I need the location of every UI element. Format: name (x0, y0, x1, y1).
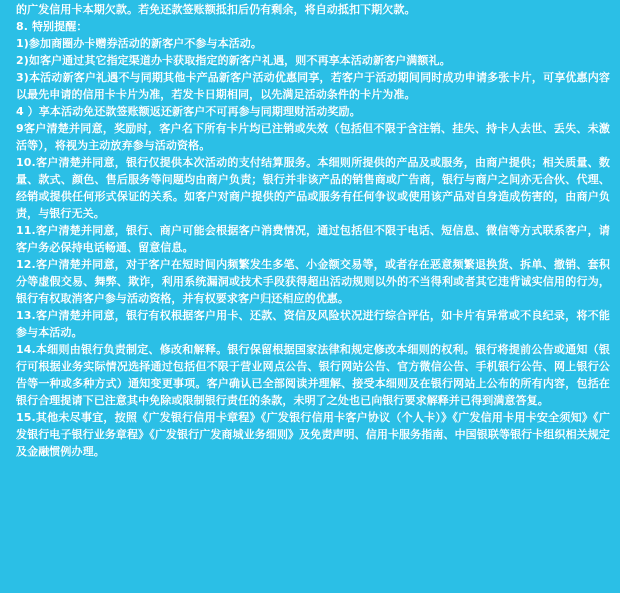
terms-paragraph: 11.客户清楚并同意，银行、商户可能会根据客户消费情况，通过包括但不限于电话、短信息、微信等方式联系客户，请客户务必保持电话畅通、留意信息。 (16, 224, 610, 254)
terms-paragraph: 8. 特别提醒： (16, 20, 88, 33)
terms-paragraph: 14.本细则由银行负责制定、修改和解释。银行保留根据国家法律和规定修改本细则的权利。银行将提前公告或通知（银行可根据业务实际情况选择通过包括但不限于营业网点公告、银行网站公告、官方微信公告、手机银行公告、网上银行公告等一种或多种方式）通知变更事项。客户确认已全部阅读并理解、接受本细则及在银行网站上公布的所有内容，包括在银行合理提请下已注意其中免除或限制银行责任的条款，未明了之处也已向银行要求解释并已得到满意答复。 (16, 343, 610, 407)
terms-paragraph: 12.客户清楚并同意，对于客户在短时间内频繁发生多笔、小金额交易等，或者存在恶意频繁退换货、拆单、撤销、套积分等虚假交易、舞弊、欺诈，利用系统漏洞或技术手段获得超出活动规则以外的不当得利或者其它违背诚实信用的行为，银行有权取消客户参与活动资格，并有权要求客户归还相应的优惠。 (16, 258, 610, 305)
terms-paragraph: 4 ）享本活动免还款签账额返还新客户不可再参与同期理财活动奖励。 (16, 105, 361, 118)
terms-paragraph: 1)参加商圈办卡赠券活动的新客户不参与本活动。 (16, 37, 262, 50)
terms-paragraph: 3)本活动新客户礼遇不与同期其他卡产品新客户活动优惠同享，若客户于活动期间同时成功申请多张卡片，可享优惠内容以最先申请的信用卡卡片为准，若发卡日期相同，以先满足活动条件的卡片为准。 (16, 71, 610, 101)
terms-paragraph: 13.客户清楚并同意，银行有权根据客户用卡、还款、资信及风险状况进行综合评估，如卡片有异常或不良纪录，将不能参与本活动。 (16, 309, 610, 339)
terms-paragraph: 的广发信用卡本期欠款。若免还款签账额抵扣后仍有剩余，将自动抵扣下期欠款。 (16, 3, 416, 16)
terms-paragraph: 9客户清楚并同意，奖励时，客户名下所有卡片均已注销或失效（包括但不限于含注销、挂失、持卡人去世、丢失、未激活等），将视为主动放弃参与活动资格。 (16, 122, 610, 152)
terms-paragraph: 15.其他未尽事宜，按照《广发银行信用卡章程》《广发银行信用卡客户协议（个人卡）》《广发信用卡用卡安全须知》《广发银行电子银行业务章程》《广发银行广发商城业务细则》及免责声明、信用卡服务指南、中国银联等银行卡组织相关规定及金融惯例办理。 (16, 411, 610, 458)
terms-paragraph: 10.客户清楚并同意，银行仅提供本次活动的支付结算服务。本细则所提供的产品及或服务，由商户提供；相关质量、数量、款式、颜色、售后服务等问题均由商户负责；银行并非该产品的销售商或广告商，银行与商户之间亦无合伙、代理、经销或提供任何形式保证的关系。如客户对商户提供的产品或服务有任何争议或使用该产品对自身造成伤害的，由商户负责，与银行无关。 (16, 156, 610, 220)
terms-paragraph: 2)如客户通过其它指定渠道办卡获取指定的新客户礼遇，则不再享本活动新客户满额礼。 (16, 54, 451, 67)
terms-text-block (16, 1, 610, 460)
